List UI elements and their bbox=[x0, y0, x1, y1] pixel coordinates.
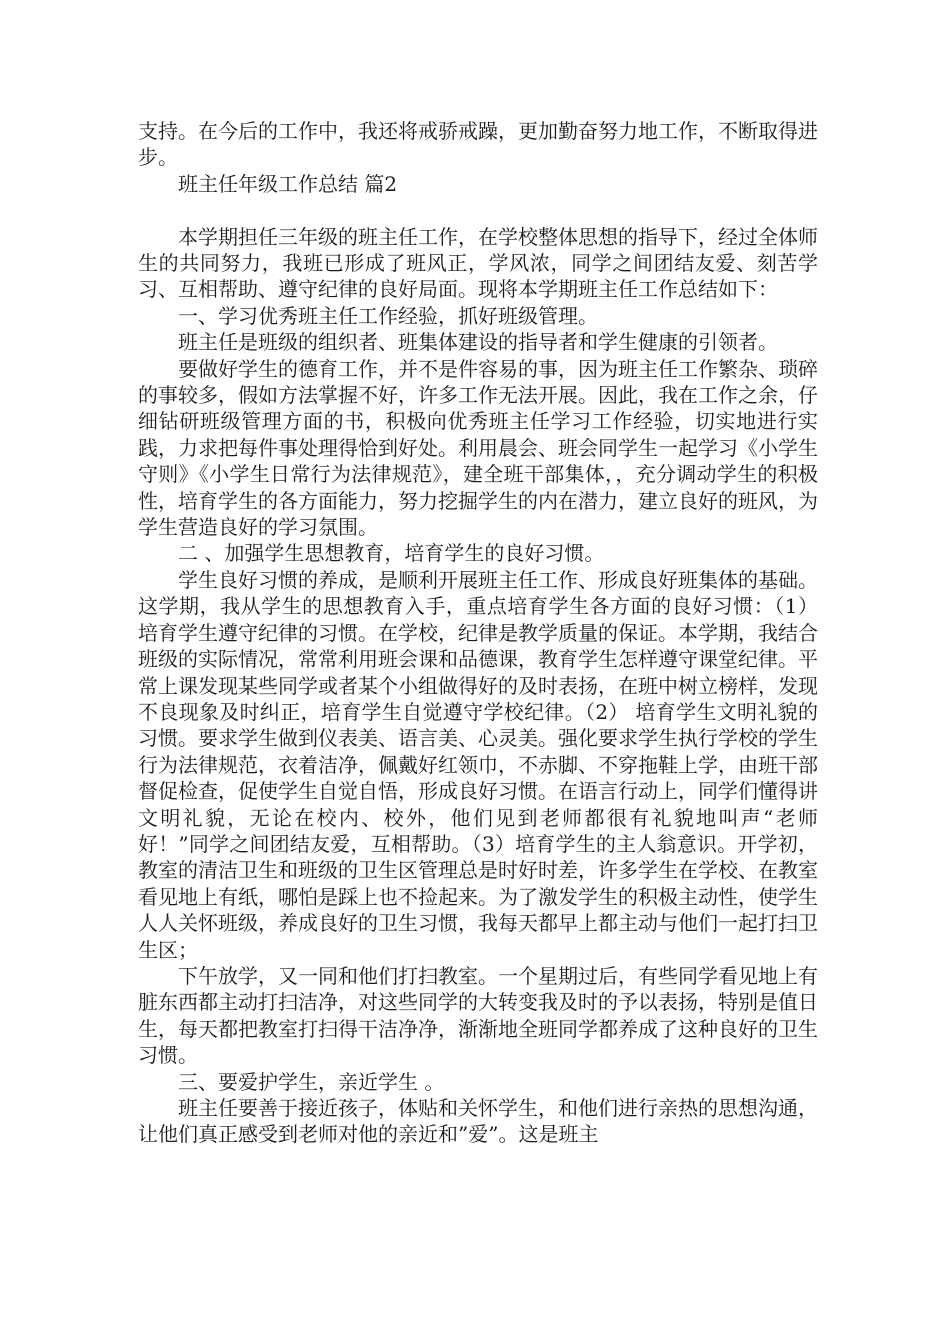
paragraph-intro: 本学期担任三年级的班主任工作，在学校整体思想的指导下，经过全体师生的共同努力，我班已形成了班风正，学风浓，同学之间团结友爱、刻苦学习、互相帮助、遵守纪律的良好局面。现将本学期班主任工作总结如下： bbox=[138, 224, 818, 302]
paragraph: 班主任是班级的组织者、班集体建设的指导者和学生健康的引领者。 bbox=[178, 330, 778, 355]
paragraph: 下午放学，又一同和他们打扫教室。一个星期过后，有些同学看见地上有脏东西都主动打扫洁净，对这些同学的大转变我及时的予以表扬，特别是值日生，每天都把教室打扫得干洁净净，渐渐地全班同学都养成了这种良好的卫生习惯。 bbox=[138, 963, 818, 1068]
subheading-two: 二 、加强学生思想教育，培育学生的良好习惯。 bbox=[178, 541, 605, 566]
paragraph: 班主任要善于接近孩子，体贴和关怀学生，和他们进行亲热的思想沟通，让他们真正感受到老师对他的亲近和”爱”。这是班主 bbox=[138, 1096, 818, 1147]
section-heading: 班主任年级工作总结 篇2 bbox=[178, 171, 398, 196]
paragraph-continuation: 支持。在今后的工作中，我还将戒骄戒躁，更加勤奋努力地工作，不断取得进步。 bbox=[138, 119, 818, 170]
blank-line bbox=[138, 197, 818, 223]
paragraph: 学生良好习惯的养成，是顺利开展班主任工作、形成良好班集体的基础。这学期，我从学生的思想教育入手，重点培育学生各方面的良好习惯：（1） 培育学生遵守纪律的习惯。在学校，纪律是教学质量的保证。本学期，我结合班级的实际情况，常常利用班会课和品德课，教育学生怎样遵守课堂纪律。平常上课发现某些同学或者某个小组做得好的及时表扬，在班中树立榜样，发现不良现象及时纠正，培育学生自觉遵守学校纪律。（2） 培育学生文明礼貌的习惯。要求学生做到仪表美、语言美、心灵美。强化要求学生执行学校的学生行为法律规范，衣着洁净，佩戴好红领巾，不赤脚、不穿拖鞋上学，由班干部督促检查，促使学生自觉自悟，形成良好习惯。在语言行动上，同学们懂得讲文明礼貌，无论在校内、校外，他们见到老师都很有礼貌地叫声“老师好！”同学之间团结友爱，互相帮助。（3）培育学生的主人翁意识。开学初，教室的清洁卫生和班级的卫生区管理总是时好时差，许多学生在学校、在教室看见地上有纸，哪怕是踩上也不捡起来。为了激发学生的积极主动性，使学生人人关怀班级，养成良好的卫生习惯，我每天都早上都主动与他们一起打扫卫生区； bbox=[138, 567, 818, 962]
paragraph: 要做好学生的德育工作，并不是件容易的事，因为班主任工作繁杂、琐碎的事较多，假如方法掌握不好，许多工作无法开展。因此，我在工作之余，仔细钻研班级管理方面的书，积极向优秀班主任学习工作经验，切实地进行实践，力求把每件事处理得恰到好处。利用晨会、班会同学生一起学习《小学生守则》《小学生日常行为法律规范》，建全班干部集体，，充分调动学生的积极性，培育学生的各方面能力，努力挖掘学生的内在潜力，建立良好的班风，为学生营造良好的学习氛围。 bbox=[138, 356, 818, 540]
subheading-three: 三、要爱护学生，亲近学生 。 bbox=[178, 1069, 445, 1094]
document-body bbox=[138, 118, 818, 1148]
subheading-one: 一、学习优秀班主任工作经验，抓好班级管理。 bbox=[178, 303, 598, 328]
